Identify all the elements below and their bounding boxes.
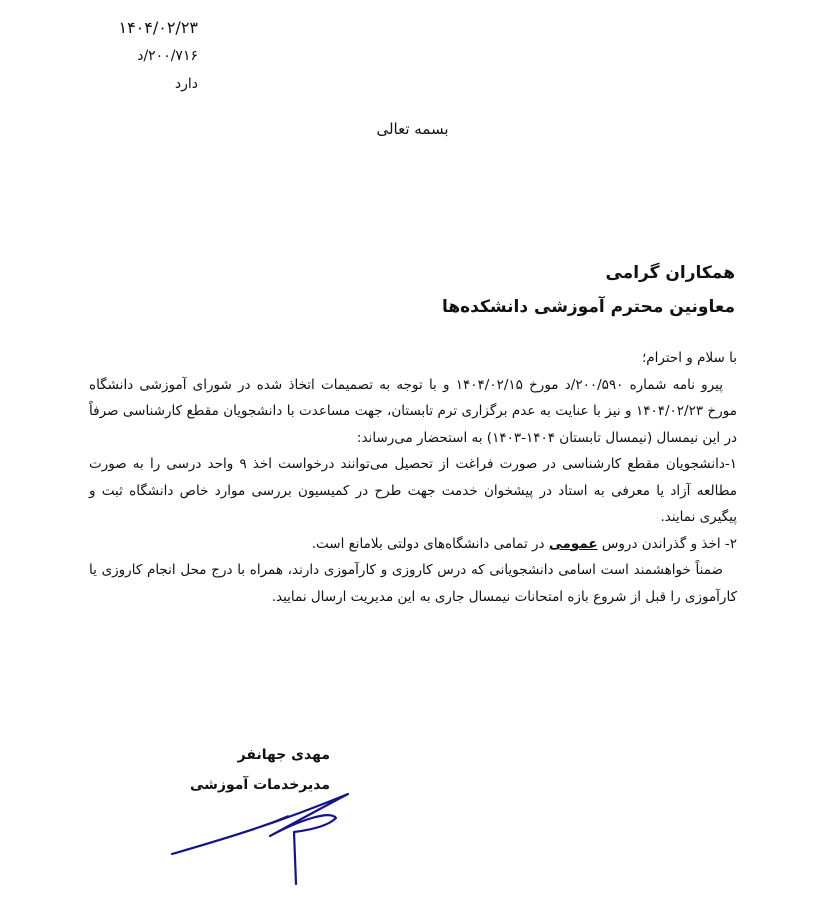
handwritten-signature	[160, 780, 360, 890]
item-2-emphasis: عمومی	[548, 535, 598, 552]
item-2-after: در تمامی دانشگاه‌های دولتی بلامانع است.	[311, 535, 545, 552]
item-1: ۱-دانشجویان مقطع کارشناسی در صورت فراغت از تحصیل می‌توانند درخواست اخذ ۹ واحد درسی را به صورت مطالعه آزاد یا معرفی به استاد در پیشخوان خدمت جهت طرح در کمیسیون بررسی موارد خاص دانشگاه ثبت و پیگیری نمایند.	[89, 456, 738, 525]
signer-title: مدیرخدمات آموزشی	[190, 777, 330, 793]
letter-number: ۲۰۰/۷۱۶/د	[137, 48, 198, 64]
letter-body	[89, 345, 737, 610]
recipient-block	[442, 256, 735, 324]
letter-meta	[78, 14, 198, 98]
recipient-line-1: همکاران گرامی	[605, 263, 735, 283]
signer-name: مهدی جهانفر	[237, 747, 330, 763]
item-2-before: ۲- اخذ و گذراندن دروس	[601, 535, 737, 552]
recipient-line-2: معاونین محترم آموزشی دانشکده‌ها	[441, 297, 735, 317]
greeting: با سلام و احترام؛	[641, 350, 737, 366]
intro-paragraph: پیرو نامه شماره ۲۰۰/۵۹۰/د مورخ ۱۴۰۴/۰۲/۱۵ و با توجه به تصمیمات اتخاذ شده در شورای آموزشی دانشگاه مورخ ۱۴۰۴/۰۲/۲۳ و نیز با عنایت به عدم برگزاری ترم تابستان، جهت مساعدت با دانشجویان مقطع کارشناسی صرفاً در این نیمسال (نیمسال تابستان ۱۴۰۴-۱۴۰۳) به استحضار می‌رساند:	[89, 376, 737, 446]
letter-date: ۱۴۰۴/۰۲/۲۳	[118, 18, 198, 37]
item-2	[89, 531, 737, 558]
closing-paragraph: ضمناً خواهشمند است اسامی دانشجویانی که درس کاروزی و کارآموزی دارند، همراه با درج محل انجام کاروزی یا کارآموزی را قبل از شروع بازه امتحانات نیمسال جاری به این مدیریت ارسال نمایید.	[89, 562, 737, 605]
letter-attachment: دارد	[174, 76, 198, 92]
bismillah-heading: بسمه تعالی	[376, 120, 449, 138]
